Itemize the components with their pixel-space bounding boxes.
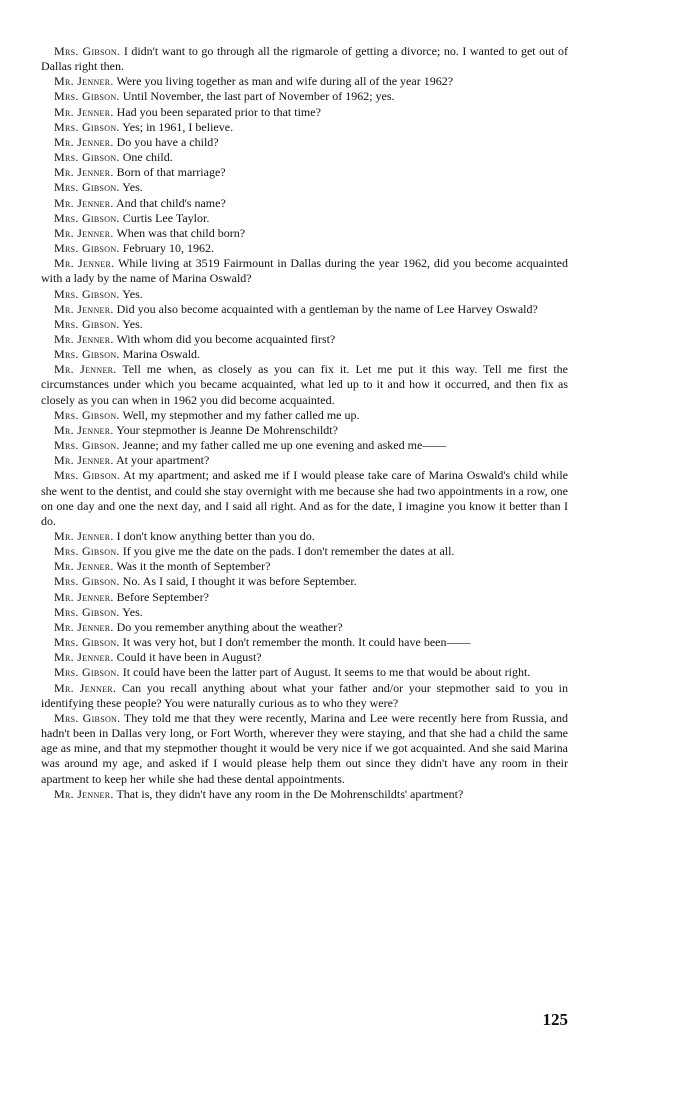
speaker-name: Mrs. Gibson. [54, 665, 120, 680]
speaker-name: Mrs. Gibson. [54, 574, 120, 589]
testimony-paragraph [41, 180, 568, 195]
speaker-name: Mrs. Gibson. [54, 635, 120, 650]
testimony-paragraph [41, 590, 568, 605]
testimony-paragraph [41, 650, 568, 665]
speech-text: Had you been separated prior to that time? [116, 104, 321, 119]
testimony-paragraph [41, 362, 568, 407]
speaker-name: Mr. Jenner. [54, 529, 114, 543]
speech-text: Can you recall anything about what your father and/or your stepmother said to you in identifying these people? You were naturally curious as to who they were? [41, 680, 568, 710]
testimony-paragraph [41, 544, 568, 559]
speech-text: Were you living together as man and wife during all of the year 1962? [116, 74, 454, 89]
speaker-name: Mr. Jenner. [54, 422, 114, 437]
testimony-paragraph [41, 332, 568, 347]
speech-text: Do you have a child? [116, 134, 219, 149]
speech-text: No. As I said, I thought it was before September. [122, 574, 357, 589]
speech-text: Until November, the last part of November of 1962; yes. [122, 89, 395, 104]
speaker-name: Mr. Jenner. [54, 453, 114, 468]
speech-text: Before September? [116, 589, 209, 604]
speech-text: At your apartment? [115, 453, 210, 468]
testimony-paragraph [41, 165, 568, 180]
speech-text: One child. [122, 150, 173, 165]
testimony-paragraph [41, 620, 568, 635]
testimony-paragraph [41, 120, 568, 135]
page-number: 125 [542, 1010, 568, 1029]
speech-text: It could have been the latter part of August. It seems to me that would be about right. [122, 665, 531, 680]
testimony-paragraph [41, 287, 568, 302]
speaker-name: Mrs. Gibson. [54, 438, 120, 453]
speaker-name: Mr. Jenner. [54, 362, 117, 377]
testimony-paragraph [41, 317, 568, 332]
speech-text: Do you remember anything about the weather? [116, 619, 343, 634]
speaker-name: Mrs. Gibson. [54, 316, 120, 331]
speech-text: Yes. [122, 316, 143, 331]
testimony-paragraph [41, 105, 568, 120]
speaker-name: Mrs. Gibson. [54, 150, 120, 165]
testimony-paragraph [41, 787, 568, 802]
speaker-name: Mrs. Gibson. [54, 210, 120, 225]
testimony-paragraph [41, 438, 568, 453]
testimony-paragraph [41, 347, 568, 362]
speech-text: Your stepmother is Jeanne De Mohrenschildt? [116, 422, 338, 437]
speaker-name: Mrs. Gibson. [54, 119, 120, 134]
speech-text: Yes; in 1961, I believe. [122, 119, 234, 134]
speaker-name: Mrs. Gibson. [54, 241, 120, 256]
testimony-paragraph [41, 256, 568, 286]
testimony-paragraph [41, 681, 568, 711]
speech-text: And that child's name? [115, 195, 226, 210]
speech-text: I didn't want to go through all the rigmarole of getting a divorce; no. I wanted to get out of Dallas right then. [41, 44, 569, 74]
speaker-name: Mrs. Gibson. [54, 544, 120, 559]
speech-text: If you give me the date on the pads. I don't remember the dates at all. [122, 544, 455, 559]
speech-text: They told me that they were recently, Marina and Lee were recently here from Russia, and hadn't been in Dallas very long, or Fort Worth, wherever they were staying, and that she had a child the same age as mine, and that my stepmother thought it would be very nice if we got acquainted. And she said Marina was around my age, and asked if I would please help them out since they didn't have any room in their apartment to keep her while she had these dental appointments. [41, 710, 568, 786]
speech-text: Yes. [122, 286, 143, 301]
transcript-page [41, 44, 568, 802]
speaker-name: Mr. Jenner. [54, 195, 114, 210]
testimony-paragraph [41, 468, 568, 529]
testimony-body [41, 44, 568, 802]
speech-text: Could it have been in August? [116, 650, 262, 665]
speech-text: Marina Oswald. [122, 347, 201, 362]
speaker-name: Mr. Jenner. [54, 680, 117, 695]
speech-text: When was that child born? [116, 225, 246, 240]
speech-text: That is, they didn't have any room in the De Mohrenschildts' apartment? [116, 786, 464, 801]
speaker-name: Mrs. Gibson. [54, 710, 121, 725]
testimony-paragraph [41, 635, 568, 650]
testimony-paragraph [41, 211, 568, 226]
testimony-paragraph [41, 196, 568, 211]
speech-text: Curtis Lee Taylor. [122, 210, 210, 225]
speaker-name: Mr. Jenner. [54, 619, 114, 634]
speech-text: I don't know anything better than you do. [116, 529, 315, 543]
speaker-name: Mrs. Gibson. [54, 347, 120, 362]
testimony-paragraph [41, 529, 568, 544]
testimony-paragraph [41, 150, 568, 165]
speech-text: Yes. [122, 604, 143, 619]
testimony-paragraph [41, 89, 568, 104]
testimony-paragraph [41, 74, 568, 89]
testimony-paragraph [41, 241, 568, 256]
speech-text: While living at 3519 Fairmount in Dallas during the year 1962, did you become acquainted with a lady by the name of Marina Oswald? [41, 256, 568, 286]
testimony-paragraph [41, 711, 568, 787]
testimony-paragraph [41, 559, 568, 574]
speaker-name: Mr. Jenner. [54, 256, 115, 271]
speaker-name: Mr. Jenner. [54, 165, 114, 180]
speech-text: Well, my stepmother and my father called me up. [122, 407, 360, 422]
speaker-name: Mr. Jenner. [54, 74, 114, 89]
testimony-paragraph [41, 226, 568, 241]
speaker-name: Mrs. Gibson. [54, 89, 120, 104]
speaker-name: Mrs. Gibson. [54, 286, 120, 301]
testimony-paragraph [41, 423, 568, 438]
speaker-name: Mr. Jenner. [54, 559, 114, 574]
speaker-name: Mr. Jenner. [54, 589, 114, 604]
speaker-name: Mrs. Gibson. [54, 468, 121, 483]
speaker-name: Mr. Jenner. [54, 786, 114, 801]
speaker-name: Mr. Jenner. [54, 225, 114, 240]
speech-text: With whom did you become acquainted first? [116, 331, 336, 346]
speaker-name: Mrs. Gibson. [54, 407, 120, 422]
speech-text: Jeanne; and my father called me up one evening and asked me—— [122, 438, 447, 453]
testimony-paragraph [41, 408, 568, 423]
testimony-paragraph [41, 665, 568, 680]
speech-text: Yes. [122, 180, 143, 195]
testimony-paragraph [41, 44, 568, 74]
speaker-name: Mr. Jenner. [54, 134, 114, 149]
speaker-name: Mrs. Gibson. [54, 44, 121, 58]
speaker-name: Mr. Jenner. [54, 331, 114, 346]
testimony-paragraph [41, 605, 568, 620]
speech-text: Tell me when, as closely as you can fix it. Let me put it this way. Tell me first the circumstances under which you became acquainted, what led up to it and how it occurred, and then fix as closely as you can when in 1962 you did become acquainted. [41, 362, 568, 407]
speaker-name: Mr. Jenner. [54, 650, 114, 665]
speaker-name: Mr. Jenner. [54, 104, 114, 119]
speech-text: Did you also become acquainted with a gentleman by the name of Lee Harvey Oswald? [116, 301, 538, 316]
speaker-name: Mr. Jenner. [54, 301, 114, 316]
speech-text: February 10, 1962. [122, 241, 215, 256]
testimony-paragraph [41, 135, 568, 150]
testimony-paragraph [41, 453, 568, 468]
testimony-paragraph [41, 574, 568, 589]
speech-text: It was very hot, but I don't remember the month. It could have been—— [122, 635, 471, 650]
testimony-paragraph [41, 302, 568, 317]
speech-text: At my apartment; and asked me if I would please take care of Marina Oswald's child while she went to the dentist, and could she stay overnight with me because she had two appointments in a row, one on one day and one the next day, and I said all right. And as for the date, I imagine you know it better than I do. [41, 468, 568, 528]
speaker-name: Mrs. Gibson. [54, 180, 120, 195]
speaker-name: Mrs. Gibson. [54, 604, 120, 619]
speech-text: Was it the month of September? [116, 559, 271, 574]
speech-text: Born of that marriage? [116, 165, 226, 180]
